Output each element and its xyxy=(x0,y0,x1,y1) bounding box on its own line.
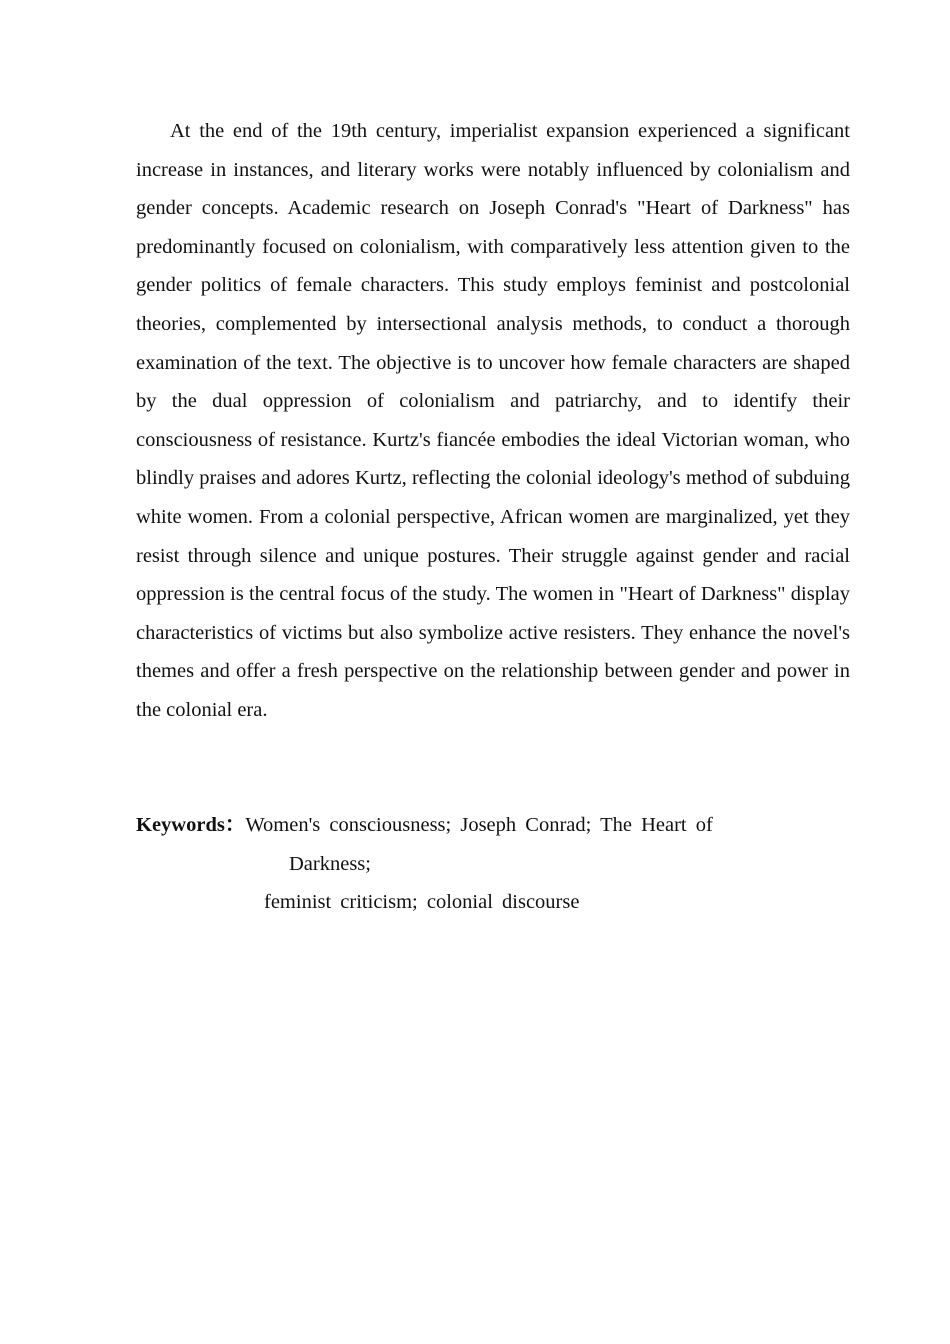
keywords-section xyxy=(136,806,850,922)
keywords-line-1 xyxy=(136,806,850,845)
keywords-label: Keywords： xyxy=(136,814,246,836)
keywords-text-line-1: Women's consciousness; Joseph Conrad; The Heart of xyxy=(245,814,713,836)
keywords-text-line-2: Darkness; xyxy=(289,852,371,875)
keywords-text-line-3: feminist criticism; colonial discourse xyxy=(264,891,580,914)
abstract-paragraph: At the end of the 19th century, imperialist expansion experienced a significant increase in instances, and literary works were notably influenced by colonialism and gender concepts. Academic research on Joseph Conrad's "Heart of Darkness" has predominantly focused on colonialism, with comparatively less attention given to the gender politics of female characters. This study employs feminist and postcolonial theories, complemented by intersectional analysis methods, to conduct a thorough examination of the text. The objective is to uncover how female characters are shaped by the dual oppression of colonialism and patriarchy, and to identify their consciousness of resistance. Kurtz's fiancée embodies the ideal Victorian woman, who blindly praises and adores Kurtz, reflecting the colonial ideology's method of subduing white women. From a colonial perspective, African women are marginalized, yet they resist through silence and unique postures. Their struggle against gender and racial oppression is the central focus of the study. The women in "Heart of Darkness" display characteristics of victims but also symbolize active resisters. They enhance the novel's themes and offer a fresh perspective on the relationship between gender and power in the colonial era. xyxy=(136,120,850,721)
